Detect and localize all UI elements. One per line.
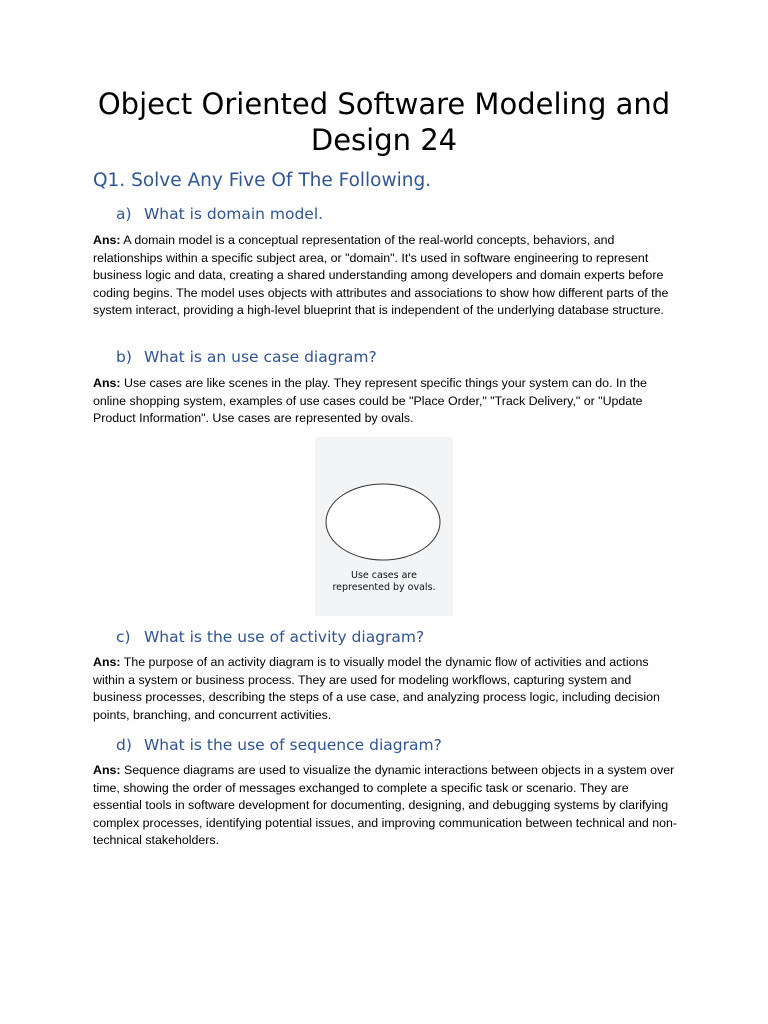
section-b-title: What is an use case diagram? <box>143 348 377 366</box>
section-d-number: d) <box>116 736 132 754</box>
ans-label: Ans: <box>93 763 121 777</box>
section-c-answer <box>93 654 678 724</box>
document-title: Object Oriented Software Modeling and Design 24 <box>97 87 671 157</box>
question-heading: Q1. Solve Any Five Of The Following. <box>93 170 432 191</box>
section-a-title: What is domain model. <box>143 205 324 223</box>
section-a-number: a) <box>116 205 132 223</box>
section-b-heading <box>116 348 377 366</box>
section-d-title: What is the use of sequence diagram? <box>143 736 442 754</box>
section-a-answer-text: A domain model is a conceptual representation of the real-world concepts, behaviors, and relationships within a specific subject area, or "domain". It's used in software engineering to represent business logic and data, creating a shared understanding among developers and domain experts before coding begins. The model uses objects with attributes and associations to show how different parts of the system interact, providing a high-level blueprint that is independent of the underlying database structure. <box>93 233 669 317</box>
section-d-answer-text: Sequence diagrams are used to visualize the dynamic interactions between objects in a system over time, showing the order of messages exchanged to complete a specific task or scenario. They are essential tools in software development for documenting, designing, and debugging systems by clarifying complex processes, identifying potential issues, and improving communication between technical and non-technical stakeholders. <box>93 763 678 847</box>
section-a-answer <box>93 232 678 320</box>
section-c-number: c) <box>116 628 131 646</box>
ans-label: Ans: <box>93 376 121 390</box>
section-b-answer <box>93 375 678 428</box>
figure-caption-line2: represented by ovals. <box>332 582 436 593</box>
section-a-heading <box>116 205 323 223</box>
section-c-answer-text: The purpose of an activity diagram is to visually model the dynamic flow of activities and actions within a system or business process. They are used for modeling workflows, capturing system and business processes, describing the steps of a use case, and analyzing process logic, including decision points, branching, and concurrent activities. <box>93 655 660 722</box>
use-case-figure <box>315 437 453 616</box>
figure-caption-line1: Use cases are <box>351 570 417 581</box>
section-c-title: What is the use of activity diagram? <box>143 628 425 646</box>
section-d-heading <box>116 736 442 754</box>
ans-label: Ans: <box>93 655 121 669</box>
section-b-answer-text: Use cases are like scenes in the play. They represent specific things your system can do. In the online shopping system, examples of use cases could be "Place Order," "Track Delivery," or "Update Product Information". Use cases are represented by ovals. <box>93 376 647 425</box>
ans-label: Ans: <box>93 233 121 247</box>
section-d-answer <box>93 762 678 850</box>
section-b-number: b) <box>116 348 132 366</box>
use-case-oval <box>326 484 440 560</box>
section-c-heading <box>116 628 424 646</box>
figure-caption <box>315 570 453 594</box>
